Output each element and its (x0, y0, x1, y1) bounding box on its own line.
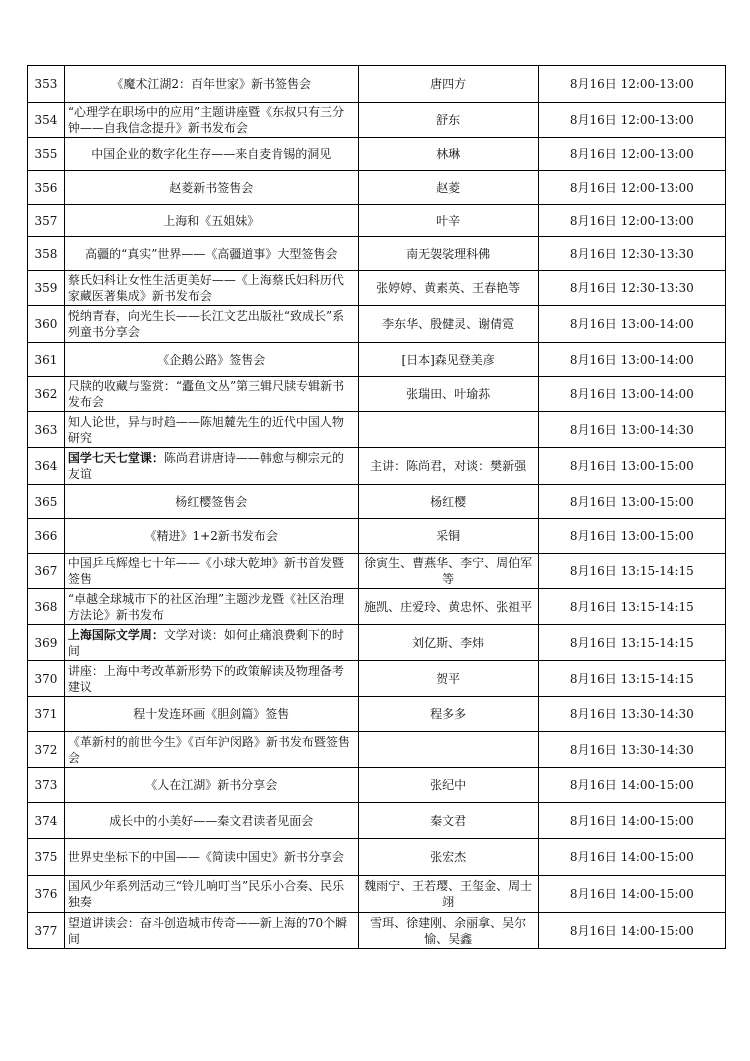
event-title-text: 高疆的“真实”世界——《高疆道事》大型签售会 (85, 246, 338, 261)
event-title-text: 《人在江湖》新书分享会 (145, 778, 278, 792)
event-title (64, 519, 358, 554)
event-title-text: 悦纳青春，向光生长——长江文艺出版社“致成长”系列童书分享会 (67, 309, 345, 339)
event-speakers: 叶辛 (358, 205, 538, 237)
event-time: 8月16日 13:15-14:15 (538, 554, 725, 589)
event-number: 372 (28, 732, 65, 768)
event-title-text: 陈尚君讲唐诗——韩愈与柳宗元的友谊 (67, 451, 344, 481)
table-row (28, 589, 726, 625)
event-time: 8月16日 13:00-15:00 (538, 485, 725, 519)
event-time: 8月16日 13:00-14:00 (538, 306, 725, 343)
event-title (64, 205, 358, 237)
event-number: 368 (28, 589, 65, 625)
event-title (64, 271, 358, 306)
table-row (28, 171, 726, 205)
event-title (64, 589, 358, 625)
event-series-label: 上海国际文学周： (67, 627, 164, 642)
event-speakers: [日本]森见登美彦 (358, 343, 538, 377)
event-title-text: 世界史坐标下的中国——《简读中国史》新书分享会 (67, 850, 344, 864)
table-row (28, 876, 726, 913)
event-number: 360 (28, 306, 65, 343)
event-title-text: 讲座：上海中考改革新形势下的政策解读及物理备考建议 (67, 663, 344, 694)
event-number: 358 (28, 237, 65, 271)
event-title-text: 《企鹅公路》签售会 (157, 352, 266, 367)
event-number: 359 (28, 271, 65, 306)
table-row (28, 519, 726, 554)
event-title (64, 306, 358, 343)
event-time: 8月16日 12:00-13:00 (538, 103, 725, 138)
event-number: 364 (28, 448, 65, 485)
event-title-text: 文学对谈：如何止痛浪费剩下的时间 (67, 627, 344, 658)
event-number: 356 (28, 171, 65, 205)
event-title-text: 中国乒乓辉煌七十年——《小球大乾坤》新书首发暨签售 (67, 556, 344, 586)
event-title-text: 程十发连环画《胆剑篇》签售 (133, 707, 290, 721)
event-time: 8月16日 13:15-14:15 (538, 589, 725, 625)
event-title-text: 蔡氏妇科让女性生活更美好——《上海蔡氏妇科历代家藏医著集成》新书发布会 (67, 273, 344, 303)
event-number: 370 (28, 661, 65, 697)
event-title (64, 697, 358, 732)
event-speakers: 林琳 (358, 138, 538, 171)
table-row (28, 803, 726, 839)
event-speakers: 唐四方 (358, 66, 538, 103)
event-time: 8月16日 12:00-13:00 (538, 66, 725, 103)
event-series-label: 国学七天七堂课： (67, 451, 164, 465)
event-title-text: 中国企业的数字化生存——来自麦肯锡的洞见 (91, 147, 332, 161)
event-speakers: 秦文君 (358, 803, 538, 839)
event-time: 8月16日 14:00-15:00 (538, 768, 725, 803)
event-number: 374 (28, 803, 65, 839)
event-speakers: 魏雨宁、王若璎、王玺金、周士翊 (358, 876, 538, 913)
table-row (28, 306, 726, 343)
event-schedule-table (27, 65, 726, 949)
event-title-text: 《革新村的前世今生》《百年沪闵路》新书发布暨签售会 (67, 734, 350, 765)
event-time: 8月16日 12:00-13:00 (538, 205, 725, 237)
event-title-text: 《魔术江湖2：百年世家》新书签售会 (111, 77, 312, 91)
table-row (28, 448, 726, 485)
event-time: 8月16日 13:00-14:00 (538, 377, 725, 412)
event-speakers: 主讲：陈尚君，对谈：樊新强 (358, 448, 538, 485)
event-speakers: 李东华、殷健灵、谢倩霓 (358, 306, 538, 343)
table-row (28, 661, 726, 697)
table-row (28, 66, 726, 103)
event-time: 8月16日 13:15-14:15 (538, 661, 725, 697)
table-row (28, 103, 726, 138)
event-title-text: 成长中的小美好——秦文君读者见面会 (109, 813, 314, 828)
event-speakers: 雪珥、徐建刚、余丽拿、吴尔愉、吴鑫 (358, 913, 538, 949)
event-title (64, 839, 358, 876)
event-title (64, 237, 358, 271)
event-title (64, 412, 358, 448)
event-title-text: 赵菱新书签售会 (169, 180, 254, 195)
event-speakers: 采铜 (358, 519, 538, 554)
event-number: 361 (28, 343, 65, 377)
table-row (28, 237, 726, 271)
event-title (64, 485, 358, 519)
event-time: 8月16日 13:00-14:00 (538, 343, 725, 377)
event-speakers: 杨红樱 (358, 485, 538, 519)
table-row (28, 205, 726, 237)
event-speakers: 张瑞田、叶瑜荪 (358, 377, 538, 412)
event-title (64, 554, 358, 589)
event-number: 367 (28, 554, 65, 589)
event-title (64, 625, 358, 661)
event-time: 8月16日 14:00-15:00 (538, 876, 725, 913)
event-time: 8月16日 12:30-13:30 (538, 271, 725, 306)
event-number: 357 (28, 205, 65, 237)
event-title (64, 732, 358, 768)
event-speakers: 张宏杰 (358, 839, 538, 876)
event-title (64, 171, 358, 205)
event-time: 8月16日 12:30-13:30 (538, 237, 725, 271)
event-time: 8月16日 12:00-13:00 (538, 138, 725, 171)
event-time: 8月16日 13:00-15:00 (538, 519, 725, 554)
event-number: 353 (28, 66, 65, 103)
event-number: 376 (28, 876, 65, 913)
event-number: 369 (28, 625, 65, 661)
event-number: 366 (28, 519, 65, 554)
event-title-text: 《精进》1+2新书发布会 (144, 529, 278, 543)
event-speakers: 张纪中 (358, 768, 538, 803)
event-title (64, 343, 358, 377)
table-row (28, 271, 726, 306)
event-title-text: 国风少年系列活动三“铃儿响叮当”民乐小合奏、民乐独奏 (67, 879, 345, 909)
table-row (28, 343, 726, 377)
event-title-text: 杨红樱签售会 (175, 494, 248, 509)
event-number: 365 (28, 485, 65, 519)
table-row (28, 377, 726, 412)
table-row (28, 732, 726, 768)
event-number: 375 (28, 839, 65, 876)
event-speakers (358, 412, 538, 448)
event-speakers: 程多多 (358, 697, 538, 732)
event-title (64, 768, 358, 803)
event-speakers: 施凯、庄爱玲、黄忠怀、张祖平 (358, 589, 538, 625)
table-row (28, 554, 726, 589)
table-row (28, 839, 726, 876)
event-title (64, 66, 358, 103)
table-row (28, 697, 726, 732)
event-time: 8月16日 12:00-13:00 (538, 171, 725, 205)
event-speakers (358, 732, 538, 768)
event-title-text: 尺牍的收藏与鉴赏：“蠹鱼文丛”第三辑尺牍专辑新书发布会 (67, 379, 345, 409)
table-body (28, 66, 726, 949)
table-row (28, 625, 726, 661)
event-number: 354 (28, 103, 65, 138)
table-row (28, 485, 726, 519)
event-time: 8月16日 13:00-15:00 (538, 448, 725, 485)
table-row (28, 913, 726, 949)
event-title (64, 377, 358, 412)
event-speakers: 贺平 (358, 661, 538, 697)
table-row (28, 412, 726, 448)
event-time: 8月16日 13:15-14:15 (538, 625, 725, 661)
event-number: 373 (28, 768, 65, 803)
event-title-text: “心理学在职场中的应用”主题讲座暨《东叔只有三分钟——自我信念提升》新书发布会 (67, 105, 345, 135)
table-row (28, 138, 726, 171)
event-number: 362 (28, 377, 65, 412)
event-title-text: 上海和《五姐妹》 (163, 213, 260, 228)
event-title-text: “卓越全球城市下的社区治理”主题沙龙暨《社区治理方法论》新书发布 (67, 591, 345, 622)
event-title (64, 138, 358, 171)
event-time: 8月16日 14:00-15:00 (538, 913, 725, 949)
event-speakers: 刘亿斯、李炜 (358, 625, 538, 661)
event-title (64, 803, 358, 839)
event-time: 8月16日 13:30-14:30 (538, 697, 725, 732)
event-number: 355 (28, 138, 65, 171)
event-title-text: 知人论世，异与时趋——陈旭麓先生的近代中国人物研究 (67, 414, 344, 445)
event-speakers: 舒东 (358, 103, 538, 138)
event-title (64, 661, 358, 697)
event-time: 8月16日 14:00-15:00 (538, 839, 725, 876)
event-title-text: 望道讲读会：奋斗创造城市传奇——新上海的70个瞬间 (67, 915, 348, 946)
event-number: 363 (28, 412, 65, 448)
event-speakers: 张婷婷、黄素英、王春艳等 (358, 271, 538, 306)
event-time: 8月16日 13:00-14:30 (538, 412, 725, 448)
event-title (64, 103, 358, 138)
event-speakers: 南无袈裟理科佛 (358, 237, 538, 271)
event-number: 377 (28, 913, 65, 949)
event-speakers: 赵菱 (358, 171, 538, 205)
event-time: 8月16日 13:30-14:30 (538, 732, 725, 768)
event-title (64, 448, 358, 485)
event-speakers: 徐寅生、曹燕华、李宁、周伯军等 (358, 554, 538, 589)
event-title (64, 913, 358, 949)
event-title (64, 876, 358, 913)
event-number: 371 (28, 697, 65, 732)
event-time: 8月16日 14:00-15:00 (538, 803, 725, 839)
table-row (28, 768, 726, 803)
